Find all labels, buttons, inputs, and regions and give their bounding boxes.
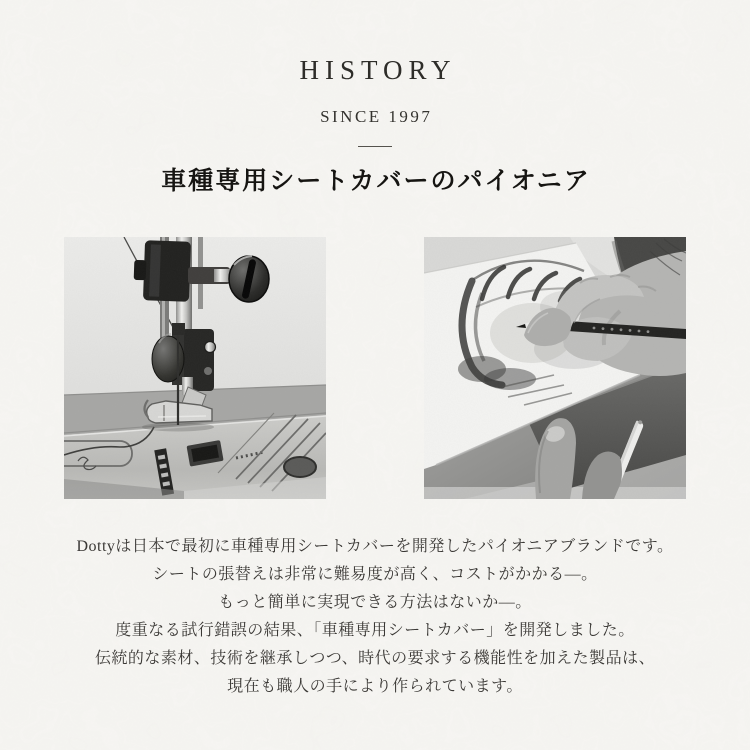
paragraph-line-4: 度重なる試行錯誤の結果、「車種専用シートカバー」を開発しました。 <box>115 622 635 640</box>
sewing-machine-photo <box>64 237 326 499</box>
section-title: HISTORY <box>299 55 457 85</box>
paragraph-line-2: シートの張替えは非常に難易度が高く、コストがかかる―。 <box>152 566 598 584</box>
hand-sketching-illustration <box>424 237 686 499</box>
divider-line <box>358 146 392 147</box>
section-paragraph <box>0 533 750 701</box>
section-subtitle: SINCE 1997 <box>320 107 433 127</box>
section-heading: 車種専用シートカバーのパイオニア <box>161 167 591 195</box>
photo-row <box>0 237 750 499</box>
paragraph-line-6: 現在も職人の手により作られています。 <box>227 678 523 696</box>
sewing-machine-illustration <box>64 237 326 499</box>
paragraph-line-5: 伝統的な素材、技術を継承しつつ、時代の要求する機能性を加えた製品は、 <box>94 650 656 668</box>
seat-sketch-photo <box>424 237 686 499</box>
paragraph-line-1: Dottyは日本で最初に車種専用シートカバーを開発したパイオニアブランドです。 <box>76 538 674 556</box>
paragraph-line-3: もっと簡単に実現できる方法はないか―。 <box>218 594 532 612</box>
section-content <box>0 54 750 701</box>
